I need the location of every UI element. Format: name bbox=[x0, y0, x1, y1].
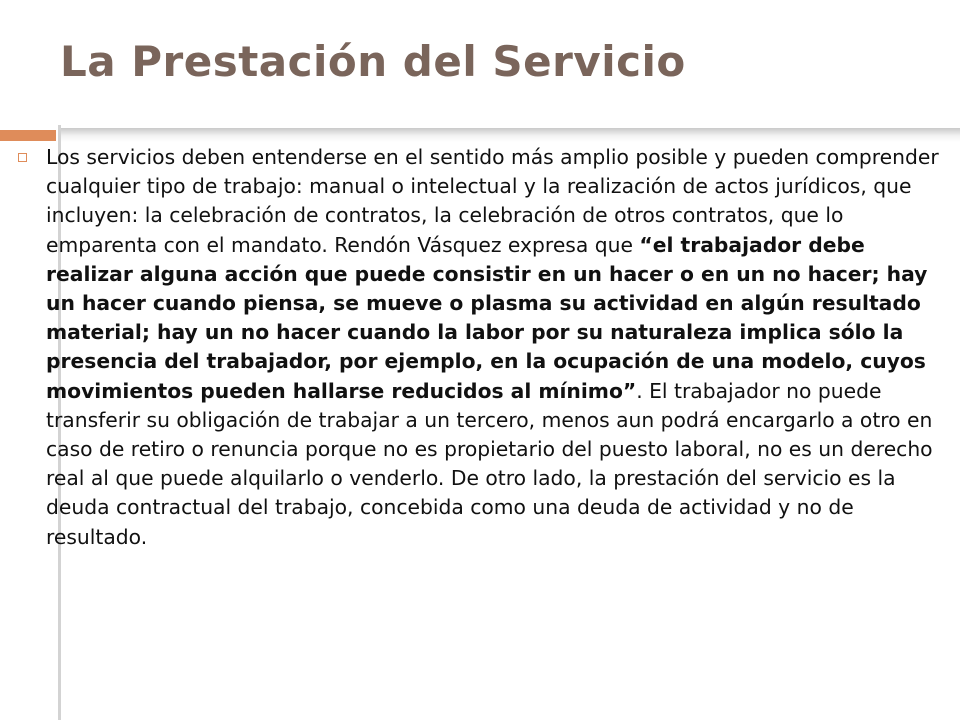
horizontal-divider bbox=[58, 128, 960, 142]
paragraph-conclusion: . El trabajador no puede transferir su obligación de trabajar a un tercero, menos aun podrá encargarlo a otro en caso de retiro o renuncia porque no es propietario del puesto laboral, no es un derecho real al que puede alquilarlo o venderlo. De otro lado, la prestación del servicio es la deuda contractual del trabajo, concebida como una deuda de actividad y no de resultado. bbox=[46, 378, 933, 549]
bullet-paragraph bbox=[46, 143, 952, 552]
slide-title: La Prestación del Servicio bbox=[60, 37, 686, 86]
title-accent-bar bbox=[0, 130, 56, 141]
square-bullet-icon bbox=[18, 153, 27, 162]
paragraph-intro: Los servicios deben entenderse en el sentido más amplio posible y pueden comprender cualquier tipo de trabajo: manual o intelectual y la realización de actos jurídicos, que incluyen: la celebración de contratos, la celebración de otros contratos, que lo emparenta con el mandato. Rendón Vásquez expresa que bbox=[46, 145, 939, 257]
bold-quote: “el trabajador debe realizar alguna acción que puede consistir en un hacer o en un no hacer; hay un hacer cuando piensa, se mueve o plasma su actividad en algún resultado material; hay un no hacer cuando la labor por su naturaleza implica sólo la presencia del trabajador, por ejemplo, en la ocupación de una modelo, cuyos movimientos pueden hallarse reducidos al mínimo” bbox=[46, 232, 928, 403]
